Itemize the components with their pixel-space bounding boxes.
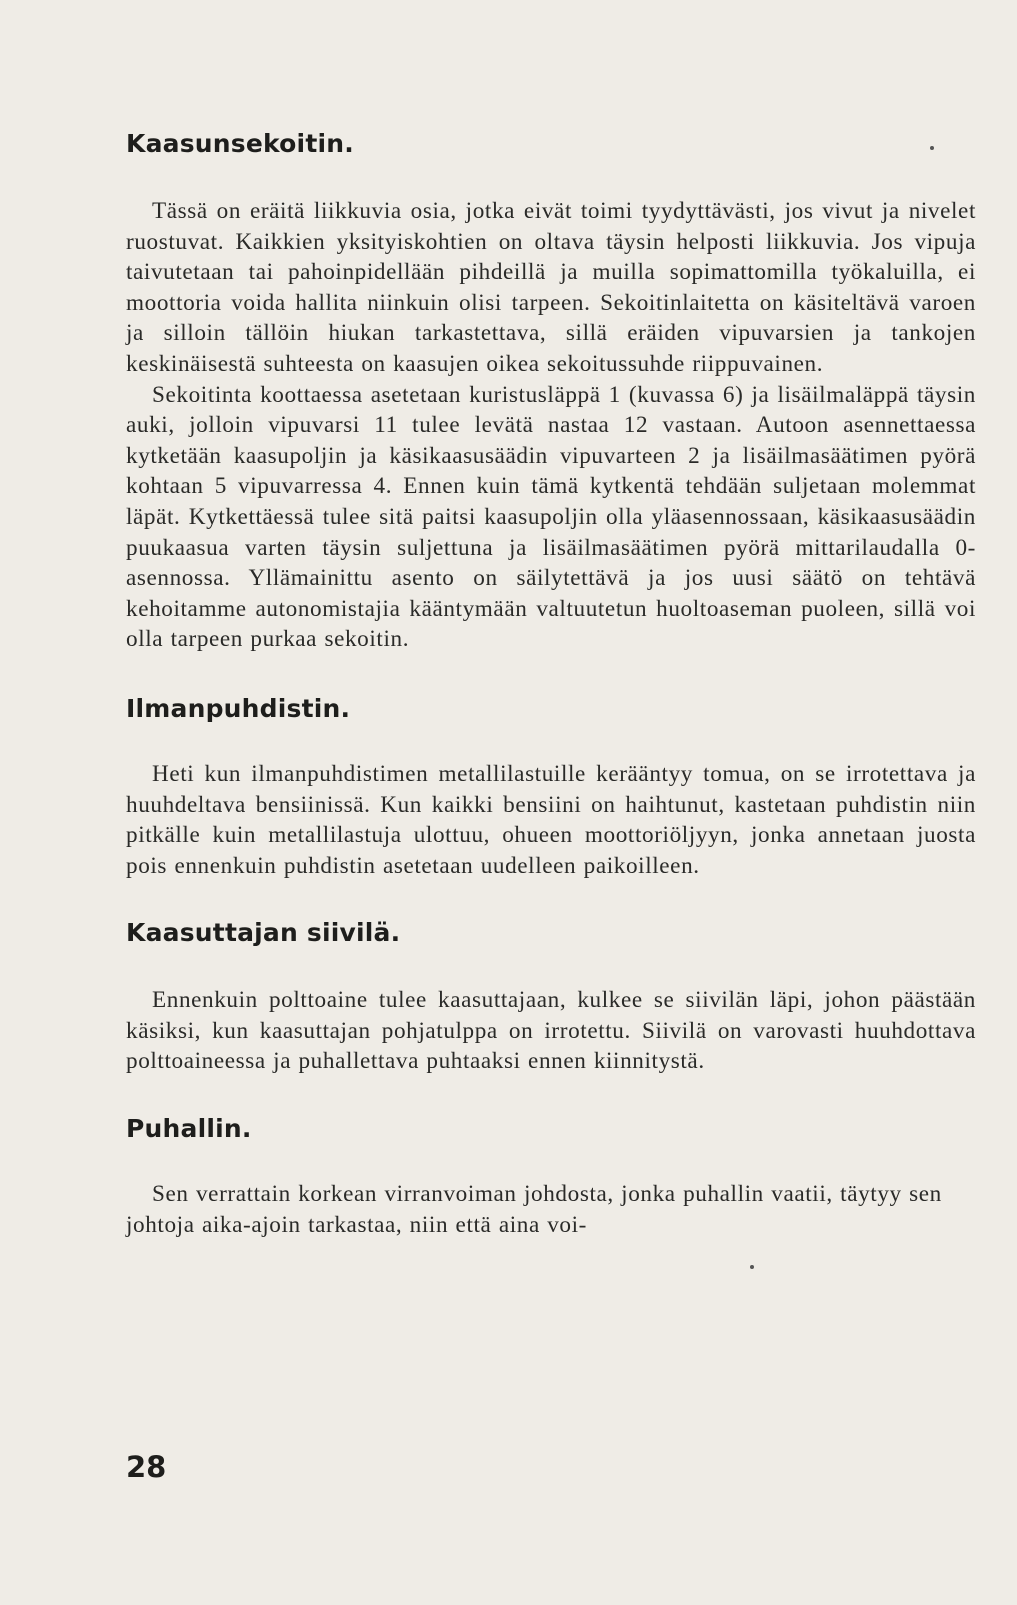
section-paragraph: Sekoitinta koottaessa asetetaan kuristusläppä 1 (kuvassa 6) ja lisäilmaläppä täysin auki, jolloin vipuvarsi 11 tulee levätä nastaa 12 vastaan. Autoon asennettaessa kytketään kaasupoljin ja käsikaasusäädin vipuvarteen 2 ja lisäilmasäätimen pyörä kohtaan 5 vipuvarressa 4. Ennen kuin tämä kytkentä tehdään suljetaan molemmat läpät. Kytkettäessä tulee sitä paitsi kaasupoljin olla yläasennossaan, käsikaasusäädin puukaasua varten täysin suljettuna ja lisäilmasäätimen pyörä mittarilaudalla 0-asennossa. Yllämainittu asento on säilytettävä ja jos uusi säätö on tehtävä kehoitamme autonomistajia kääntymään valtuutetun huoltoaseman puoleen, sillä voi olla tarpeen purkaa sekoitin.	[126, 381, 976, 653]
section-paragraph: Tässä on eräitä liikkuvia osia, jotka eivät toimi tyydyttävästi, jos vivut ja nivelet ruostuvat. Kaikkien yksityiskohtien on oltava täysin helposti liikkuvia. Jos vipuja taivutetaan tai pahoinpidellään pihdeillä ja muilla sopimattomilla työkaluilla, ei moottoria voida hallita niinkuin olisi tarpeen. Sekoitinlaitetta on käsiteltävä varoen ja silloin tällöin hiukan tarkastettava, sillä eräiden vipuvarsien ja tankojen keskinäisestä suhteesta on kaasujen oikea sekoitussuhde riippuvainen.	[126, 198, 976, 377]
section-paragraph: Ennenkuin polttoaine tulee kaasuttajaan, kulkee se siivilän läpi, johon päästään käsiksi, kun kaasuttajan pohjatulppa on irrotettu. Siivilä on varovasti huuhdottava polttoaineessa ja puhallettava puhtaaksi ennen kiinnitystä.	[126, 987, 976, 1075]
section-ilmanpuhdistin	[126, 689, 976, 881]
section-heading: Ilmanpuhdistin.	[126, 693, 351, 723]
print-speck	[750, 1265, 754, 1269]
section-heading: Kaasunsekoitin.	[126, 129, 354, 158]
page-number: 28	[126, 1450, 167, 1484]
section-kaasunsekoitin	[126, 124, 976, 655]
section-puhallin	[126, 1109, 976, 1240]
page-content	[126, 124, 976, 1240]
section-paragraph: Sen verrattain korkean virranvoiman johdosta, jonka puhallin vaatii, täytyy sen johtoja aika-ajoin tarkastaa, niin että aina voi-	[126, 1181, 942, 1238]
section-heading: Puhallin.	[126, 1114, 252, 1144]
section-heading: Kaasuttajan siivilä.	[126, 918, 401, 948]
section-paragraph: Heti kun ilmanpuhdistimen metallilastuille kerääntyy tomua, on se irrotettava ja huuhdeltava bensiinissä. Kun kaikki bensiini on haihtunut, kastetaan puhdistin niin pitkälle kuin metallilastuja ulottuu, ohueen moottoriöljyyn, jonka annetaan juosta pois ennenkuin puhdistin asetetaan uudelleen paikoilleen.	[126, 760, 976, 879]
section-kaasuttajan-siivila	[126, 913, 976, 1077]
